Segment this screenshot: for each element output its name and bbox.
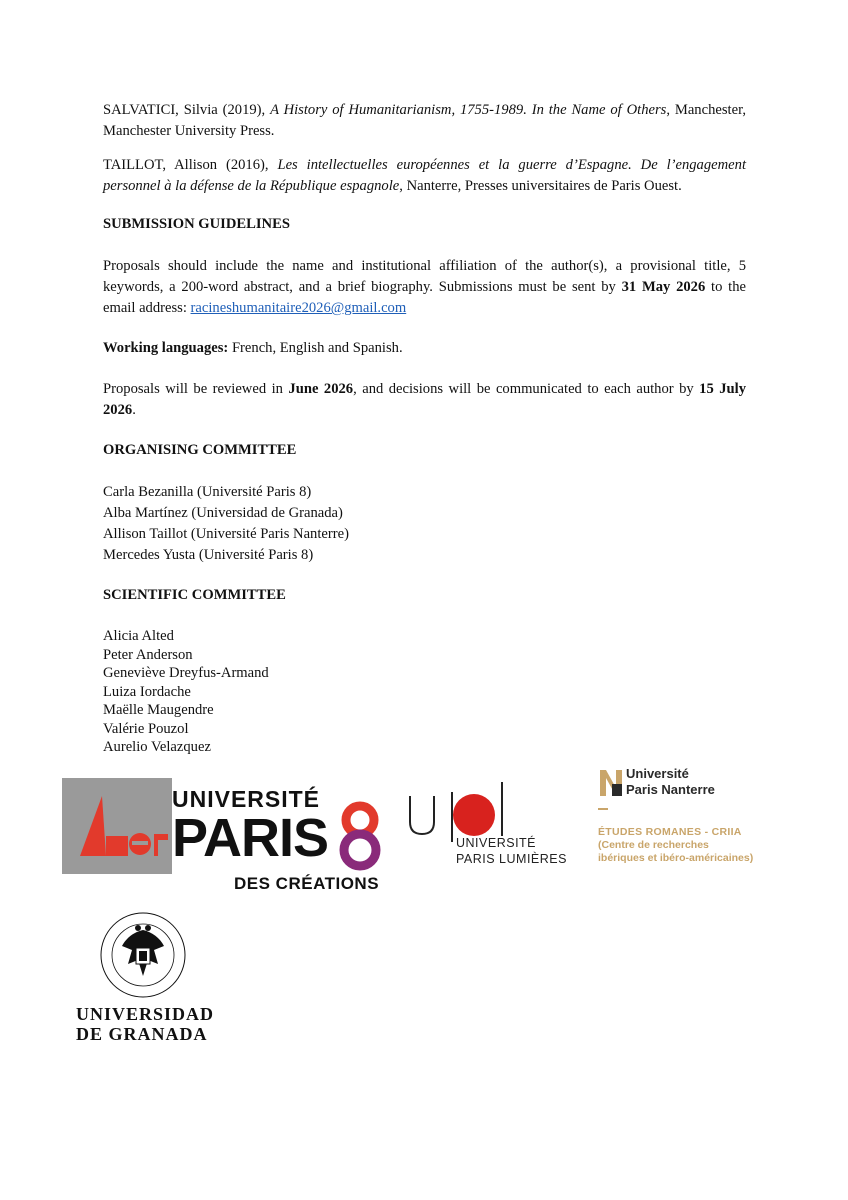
- upl-line2: PARIS LUMIÈRES: [456, 852, 567, 866]
- submission-paragraph: [103, 256, 746, 319]
- submission-deadline: 31 May 2026: [621, 279, 706, 295]
- scientific-member: Maëlle Maugendre: [103, 702, 214, 718]
- reference-author: TAILLOT, Allison (2016),: [103, 157, 278, 173]
- languages-label: Working languages:: [103, 340, 229, 356]
- scientific-member: Aurelio Velazquez: [103, 739, 211, 755]
- paris8-mark-icon: [62, 778, 172, 874]
- review-text: Proposals will be reviewed in: [103, 381, 289, 397]
- organising-member: Allison Taillot (Université Paris Nanterre): [103, 526, 349, 542]
- nanterre-line2: Paris Nanterre: [626, 782, 715, 797]
- review-date: 15 July 2026: [103, 381, 746, 418]
- paris8-line3: DES CRÉATIONS: [234, 874, 380, 893]
- paris8-line1: UNIVERSITÉ: [172, 786, 321, 812]
- scientific-member: Geneviève Dreyfus-Armand: [103, 665, 269, 681]
- paris8-eight-icon: [330, 800, 390, 872]
- reference-salvatici: [103, 100, 746, 142]
- nanterre-dept-line3: ibériques et ibéro-américaines): [598, 852, 754, 864]
- submission-email-link[interactable]: racineshumanitaire2026@gmail.com: [190, 300, 407, 316]
- organising-member: Alba Martínez (Universidad de Granada): [103, 505, 343, 521]
- scientific-member: Peter Anderson: [103, 646, 193, 663]
- upl-logo: [406, 782, 576, 877]
- granada-seal-icon: [98, 910, 188, 1000]
- review-paragraph: [103, 379, 746, 421]
- scientific-member: Luiza Iordache: [103, 683, 191, 700]
- reference-title: A History of Humanitarianism, 1755-1989. In the Name of Others: [270, 102, 667, 118]
- paris8-mark-panel: [62, 778, 172, 874]
- nanterre-mark-icon: [598, 768, 624, 798]
- reference-title: Les intellectuelles européennes et la guerre d’Espagne. De l’engagement personnel à la défense de la République espagnole: [103, 157, 747, 194]
- organising-list: [103, 482, 349, 566]
- review-text-3: .: [132, 402, 136, 418]
- granada-line2: DE GRANADA: [76, 1024, 208, 1044]
- review-month: June 2026: [288, 381, 354, 397]
- submission-text-2: to the email address:: [103, 279, 746, 316]
- reference-publisher: , Nanterre, Presses universitaires de Paris Ouest.: [399, 178, 682, 194]
- paris8-line2: PARIS: [172, 808, 329, 868]
- granada-logo: [76, 910, 236, 1050]
- reference-publisher: , Manchester, Manchester University Press.: [103, 102, 746, 139]
- reference-taillot: [103, 155, 746, 197]
- nanterre-logo: [596, 764, 796, 874]
- nanterre-line1: Université: [626, 766, 689, 781]
- scientific-heading: SCIENTIFIC COMMITTEE: [103, 587, 286, 603]
- organising-member: Mercedes Yusta (Université Paris 8): [103, 547, 314, 563]
- submission-heading: SUBMISSION GUIDELINES: [103, 216, 290, 232]
- scientific-list: [103, 627, 269, 757]
- languages-value: French, English and Spanish.: [228, 340, 403, 356]
- granada-line1: UNIVERSIDAD: [76, 1004, 215, 1024]
- scientific-member: Valérie Pouzol: [103, 720, 189, 737]
- review-text-2: , and decisions will be communicated to each author by: [353, 381, 700, 397]
- languages-paragraph: [103, 338, 746, 359]
- nanterre-dept-line2: (Centre de recherches: [598, 839, 709, 851]
- scientific-member: Alicia Alted: [103, 628, 174, 644]
- organising-heading: ORGANISING COMMITTEE: [103, 442, 297, 458]
- reference-author: SALVATICI, Silvia (2019),: [103, 102, 271, 118]
- nanterre-dept-line1: ÉTUDES ROMANES - CRIIA: [598, 826, 742, 838]
- submission-text: Proposals should include the name and institutional affiliation of the author(s), a provisional title, 5 keywords, a 200-word abstract, and a brief biography. Submissions must be sent by: [103, 258, 746, 295]
- nanterre-divider: [598, 808, 608, 810]
- upl-line1: UNIVERSITÉ: [456, 836, 537, 850]
- paris8-logo: [62, 778, 392, 896]
- organising-member: Carla Bezanilla (Université Paris 8): [103, 484, 312, 500]
- upl-mark-icon: [406, 782, 576, 842]
